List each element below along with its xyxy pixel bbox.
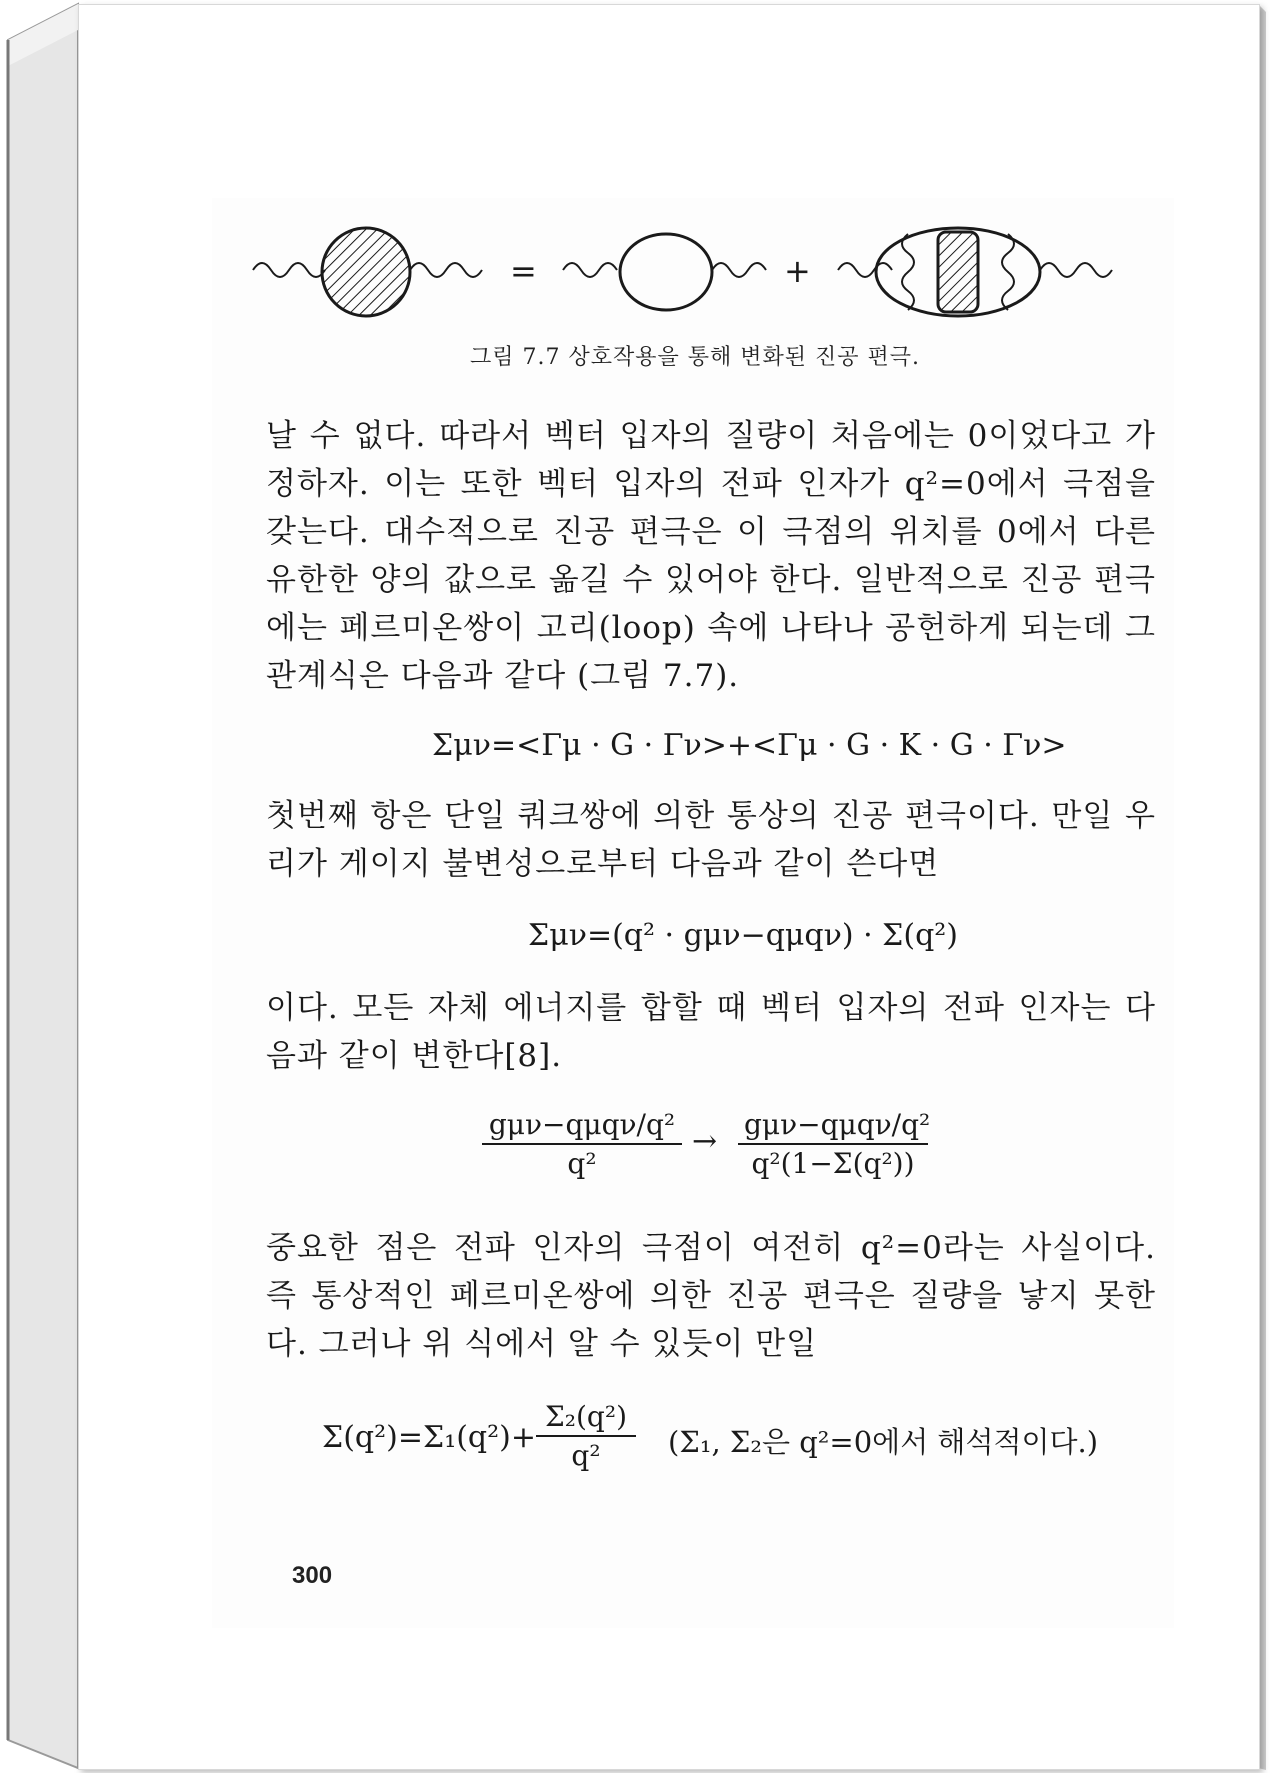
fermion-loop <box>620 234 712 310</box>
full-propagator-blob <box>322 228 410 316</box>
equation-propagator-bare <box>482 1108 682 1180</box>
paragraph-2: 첫번째 항은 단일 쿼크쌍에 의한 통상의 진공 편극이다. 만일 우리가 게이지 불변성으로부터 다음과 같이 쓴다면 <box>266 798 1156 882</box>
photon-line-mid-out <box>712 263 766 277</box>
fraction-denominator: q² <box>567 1147 597 1180</box>
gluon-line-left <box>902 234 914 310</box>
equation-sigma2-fraction <box>536 1400 636 1472</box>
equation-propagator-dressed <box>738 1108 931 1180</box>
diagram-equals-sign: = <box>510 252 537 290</box>
figure-caption: 그림 7.7 상호작용을 통해 변화된 진공 편극. <box>470 345 920 370</box>
photon-line-left-out <box>410 263 482 277</box>
page-number: 300 <box>292 1562 333 1589</box>
paragraph-4: 중요한 점은 전파 인자의 극점이 여전히 q²=0라는 사실이다. 즉 통상적인 페르미온쌍에 의한 진공 편극은 질량을 낳지 못한다. 그러나 위 식에서 알 수 있듯이 만일 <box>266 1230 1156 1362</box>
equation-gauge-invariant: Σμν=(q² · gμν−qμqν) · Σ(q²) <box>528 918 959 953</box>
photon-line-mid-in <box>563 263 617 277</box>
gluon-line-right <box>1002 234 1014 310</box>
paragraph-3: 이다. 모든 자체 에너지를 합할 때 벡터 입자의 전파 인자는 다음과 같이 변한다[8]. <box>266 990 1156 1074</box>
feynman-diagram <box>248 222 1168 322</box>
photon-line-right-out <box>1040 263 1112 277</box>
fraction-numerator: gμν−qμqν/q² <box>738 1108 928 1145</box>
equation-analyticity-note: (Σ₁, Σ₂은 q²=0에서 해석적이다.) <box>668 1425 1099 1459</box>
equation-self-energy-sum: Σμν=<Γμ · G · Γν>+<Γμ · G · K · G · Γν> <box>432 728 1067 763</box>
interaction-kernel <box>938 232 978 312</box>
photon-line-left-in <box>253 263 325 277</box>
fraction-denominator: q²(1−Σ(q²)) <box>751 1147 915 1180</box>
arrow-symbol: → <box>692 1124 718 1159</box>
fraction-numerator: gμν−qμqν/q² <box>482 1108 682 1145</box>
diagram-plus-sign: + <box>784 252 811 290</box>
fraction-numerator: Σ₂(q²) <box>536 1400 636 1437</box>
photon-line-right-in <box>838 263 892 277</box>
paragraph-1: 날 수 없다. 따라서 벡터 입자의 질량이 처음에는 0이었다고 가정하자. 이는 또한 벡터 입자의 전파 인자가 q²=0에서 극점을 갖는다. 대수적으로 진공 편극은 이 극점의 위치를 0에서 다른 유한한 양의 값으로 옮길 수 있어야 한다. 일반적으로 진공 편극에는 페르미온쌍이 고리(loop) 속에 나타나 공헌하게 되는데 그 관계식은 다음과 같다 (그림 7.7). <box>266 418 1156 694</box>
equation-sigma-decomposition: Σ(q²)=Σ₁(q²)+ <box>322 1420 536 1455</box>
fraction-denominator: q² <box>571 1439 601 1472</box>
